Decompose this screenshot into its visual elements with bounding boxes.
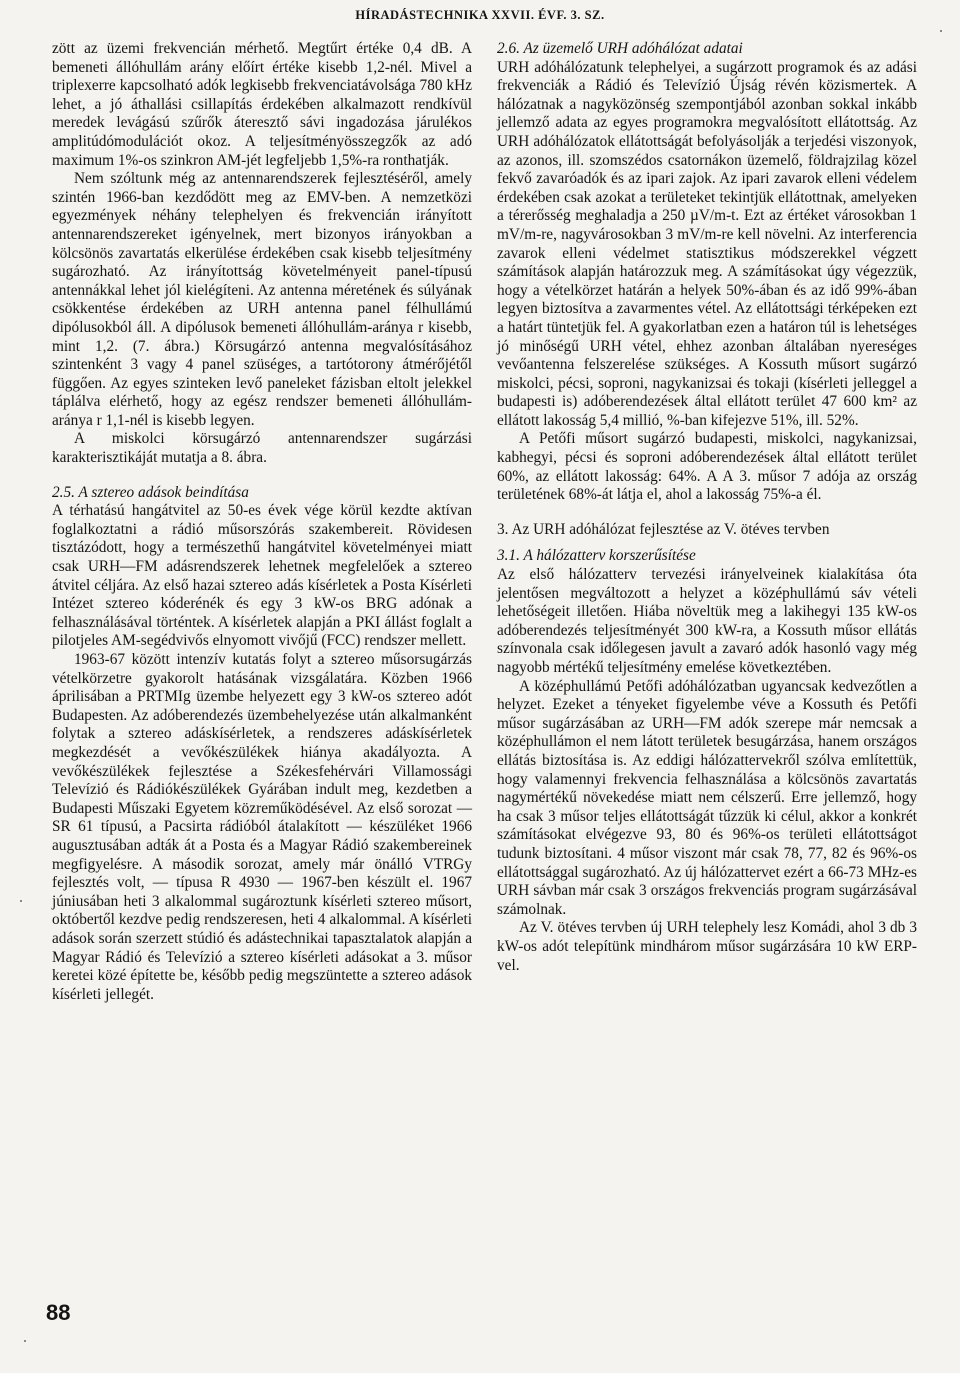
running-header: HÍRADÁSTECHNIKA XXVII. ÉVF. 3. SZ. <box>355 8 605 22</box>
left-paragraph-4: A térhatású hangátvitel az 50-es évek vége körül kezdte aktívan foglalkoztatni a rádió műsorszórás szakembereit. Rövidesen tisztázódott, hogy a természethű hangátvitel követelményei miatt csak URH—FM adásrendszerek lehetnek megfelelőek a sztereo átvitel céljára. Az első hazai sztereo adás kísérletek a Posta Kísérleti Intézet sztereo kóderénék és egy 3 kW-os BRG adónak a felhasználásával történtek. A kísérletek alapján a PKI állást foglalt a pilotjeles AM-segédvivős elnyomott vivőjű (FCC) rendszer mellett. <box>52 502 472 650</box>
scan-speck <box>20 900 22 902</box>
left-paragraph-1: zött az üzemi frekvencián mérhető. Megtűrt értéke 0,4 dB. A bemeneti állóhullám arány előírt értéke kisebb 1,2-nél. Mivel a triplexerre kapcsolható adók legkisebb frekvenciatávolsága 780 kHz lehet, a jó áthallási csillapítás érdekében alkalmazott rendkívül meredek levágású szűrők áteresztő sávi ingadozása járulékos amplitúdómodulációt okoz. A teljesítményösszegzők az adó maximum 1%-os szinkron AM-jét legfeljebb 1,5%-ra ronthatják. <box>52 40 472 169</box>
right-paragraph-3: Az első hálózatterv tervezési irányelveinek kialakítása óta jelentősen megváltozott a helyzet a középhullámú sáv vételi lehetőségeit illetően. Hiába növeltük meg a lakihegyi 135 kW-os adóberendezés teljesítményét 300 kW-ra, a Kossuth műsor ellátás színvonala csak időlegesen javult a zavaró adók hasonló vagy még nagyobb mértékű teljesítmény emelése következtében. <box>497 566 917 676</box>
section-title: A sztereo adások beindítása <box>78 483 249 501</box>
section-heading-3-1 <box>497 547 917 566</box>
section-number: 3.1. <box>497 547 520 565</box>
section-heading-3 <box>497 521 917 540</box>
section-number: 3. <box>497 520 509 538</box>
scan-speck <box>940 30 942 32</box>
right-paragraph-4: A középhullámú Petőfi adóhálózatban ugyancsak kedvezőtlen a helyzet. Ezeket a tényeket figyelembe véve a Kossuth és Petőfi műsor sugárzásában az URH—FM adók szerepe már nemcsak a középhullámon el nem látott területek besugárzása, hanem országos ellátás biztosítása is. Az eddigi hálózattervekről szólva említettük, hogy valamennyi frekvencia felhasználása a kölcsönös zavartatás nagymértékű növekedése miatt nem célszerű. Erre jellemző, hogy ha csak 3 műsor teljes ellátottságát tűzzük ki célul, akkor a konkrét számításokat elvégezve 93, 80 és 96%-os területi ellátottságot tudunk biztosítani. 4 műsor viszont már csak 78, 77, 82 és 96%-os ellátottsággal sugározható. Az új hálózattervet ezért a 66-73 MHz-es URH sávban már csak 3 országos frekvenciás program sugárzásával számolnak. <box>497 677 917 918</box>
right-paragraph-2: A Petőfi műsort sugárzó budapesti, miskolci, nagykanizsai, kabhegyi, pécsi és soproni adóberendezések által ellátott terület 60%, az ellátott lakosság: 64%. A A 3. műsor 7 adója az ország területének 68%-át látja el, ahol a lakosság 75%-a él. <box>497 430 917 504</box>
right-paragraph-1: URH adóhálózatunk telephelyei, a sugárzott programok és az adási frekvenciák a Rádió és Televízió Újság révén közismertek. A hálózatnak a nagyközönség szempontjából azonban sokkal inkább jellemző adata az egyes programokra megvalósított ellátottság. Az URH adóhálózatok ellátottságát befolyásolják a terjedési viszonyok, az azonos, ill. szomszédos csatornákon üzemelő, földrajzilag közel fekvő zavaróadók és az ipari zajok. Az ipari zavarok elleni védelem érdekében csak azokat a területeket tekintjük ellátottnak, amelyeken a térerősség meghaladja a 250 µV/m-t. Ezt az értéket városokban 1 mV/m-re, nagyvárosokban 3 mV/m-re kell növelni. Az interferencia zavarok elleni védelmet statisztikus módszerekkel végzett számítások alapján határozzuk meg. A számításokat úgy végezzük, hogy a vételkörzet határán a helyek 50%-ában és az idő 99%-ában legyen biztosítva a zavarmentes vétel. Az ellátottsági térképeken ezt a határt tüntetjük fel. A gyakorlatban ezen a határon túl is lehetséges jó minőségű URH vétel, ehhez azonban általában nyereséges vevőantenna felszerelése szükséges. A Kossuth műsort sugárzó miskolci, pécsi, soproni, nagykanizsai és tokaji (kísérleti jelleggel a budapesti is) adóberendezések által ellátott terület 47 600 km² az ellátott lakosság 5,4 millió, %-ban kifejezve 51%, ill. 52%. <box>497 58 917 429</box>
section-title: Az üzemelő URH adóhálózat adatai <box>523 40 743 57</box>
left-paragraph-5: 1963-67 között intenzív kutatás folyt a sztereo műsorsugárzás vételkörzetre gyakorolt hatásának vizsgálatára. Közben 1966 áprilisában a PRTMIg üzembe helyezett egy 3 kW-os sztereo adót Budapesten. Az adóberendezés üzembehelyezése után alkalmanként folytak a sztereo adáskísérletek, a rendszeres adáskísérletek megkezdését a vevőkészülékek hiánya akadályozta. A vevőkészülékek fejlesztése a Székesfehérvári Villamossági Televízió és Rádiókészülékek Gyárában indult meg, kezdetben a Budapesti Műszaki Egyetem közreműködésével. Az első sorozat — SR 61 típusú, a Pacsirta rádióból átalakított — készüléket 1966 augusztusában adták át a Posta és a Magyar Rádió szakembereinek megfigyelésre. A második sorozat, amely már önálló VTRGy fejlesztés volt, — típusa R 4930 — 1967-ben készült el. 1967 júniusában heti 3 alkalommal sugároztunk kísérleti sztereo műsort, októbertől kezdve pedig rendszeresen, heti 4 alkalommal. A kísérleti adások során szerzett stúdió és adástechnikai tapasztalatok alapján a Magyar Rádió és Televízió a sztereo kísérleti adásokat a 3. műsor keretei közé építette be, később pedig megszüntette a sztereo adások kísérleti jellegét. <box>52 651 472 1003</box>
right-paragraph-5: Az V. ötéves tervben új URH telephely lesz Komádi, ahol 3 db 3 kW-os adót telepítünk mindhárom műsor sugárzására 10 kW ERP-vel. <box>497 919 917 974</box>
section-heading-2-5 <box>52 484 472 503</box>
right-column <box>497 40 917 975</box>
section-title: Az URH adóhálózat fejlesztése az V. ötéves tervben <box>511 520 830 538</box>
section-number: 2.6. <box>497 40 520 57</box>
section-heading-2-6 <box>497 40 917 59</box>
left-paragraph-3: A miskolci körsugárzó antennarendszer sugárzási karakterisztikáját mutatja a 8. ábra. <box>52 430 472 467</box>
section-title: A hálózatterv korszerűsítése <box>523 547 696 565</box>
section-number: 2.5. <box>52 483 75 501</box>
page-number: 88 <box>46 1300 71 1325</box>
left-paragraph-2: Nem szóltunk még az antennarendszerek fejlesztéséről, amely szintén 1966-ban kezdődött meg az EMV-ben. A nemzetközi egyezmények néhány telephelyen és frekvencián irányított antennarendszereket igényelnek, mert bizonyos irányokban a kölcsönös zavartatás elkerülése érdekében csak kisebb teljesítmény sugározható. Az irányítottság követelményeit panel-típusú antennákkal lehet jól kielégíteni. Az antenna méretének és súlyának csökkentése érdekében az URH antenna panel félhullámú dipólusokból áll. A dipólusok bemeneti állóhullám-aránya r kisebb, mint 1,2. (7. ábra.) Körsugárzó antenna megvalósításához szintenként 3 vagy 4 panel szüséges, a tartótorony átmérőjétől függően. Az egyes szinteken levő paneleket fázisban eltolt jelekkel táplálva elérhető, hogy az egész rendszer bemeneti állóhullám-aránya r 1,1-nél is kisebb legyen. <box>52 170 472 429</box>
scan-speck <box>24 1340 26 1342</box>
left-column <box>52 40 472 1004</box>
